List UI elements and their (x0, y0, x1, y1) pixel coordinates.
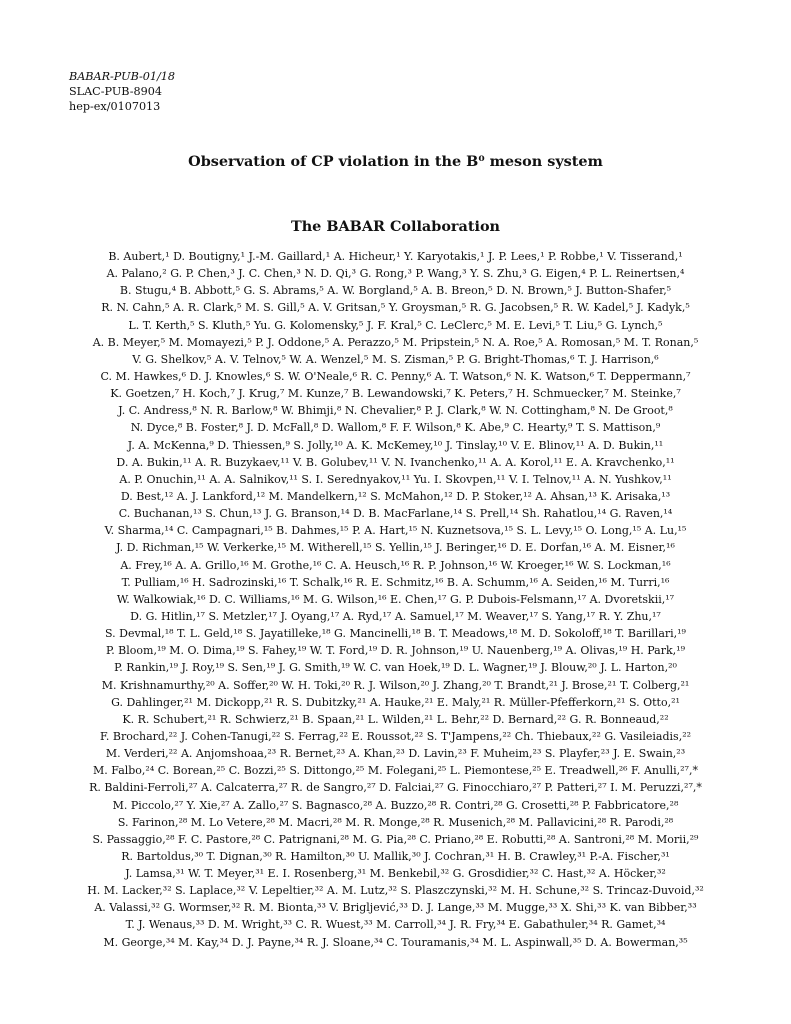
paper-title: Observation of CP violation in the B⁰ meson system (188, 153, 603, 170)
report-id-babar: BABAR-PUB-01/18 (69, 70, 176, 83)
author-line: S. Passaggio,²⁸ F. C. Pastore,²⁸ C. Patrignani,²⁸ M. G. Pia,²⁸ C. Priano,²⁸ E. Robutti,²⁸ A. Santroni,²⁸ M. Morii,²⁹ (92, 832, 699, 846)
author-line: A. Valassi,³² G. Wormser,³² R. M. Bionta,³³ V. Brigljević,³³ D. J. Lange,³³ M. Mugge,³³ X. Shi,³³ K. van Bibber,³³ (94, 901, 697, 915)
author-list (48, 248, 743, 951)
author-line: V. Sharma,¹⁴ C. Campagnari,¹⁵ B. Dahmes,¹⁵ P. A. Hart,¹⁵ N. Kuznetsova,¹⁵ S. L. Levy,¹⁵ O. Long,¹⁵ A. Lu,¹⁵ (104, 524, 687, 538)
report-id-slac: SLAC-PUB-8904 (69, 85, 162, 98)
author-line: L. T. Kerth,⁵ S. Kluth,⁵ Yu. G. Kolomensky,⁵ J. F. Kral,⁵ C. LeClerc,⁵ M. E. Levi,⁵ T. Liu,⁵ G. Lynch,⁵ (128, 318, 663, 332)
author-line: V. G. Shelkov,⁵ A. V. Telnov,⁵ W. A. Wenzel,⁵ M. S. Zisman,⁵ P. G. Bright-Thomas,⁶ T. J. Harrison,⁶ (132, 352, 659, 366)
author-line: M. Piccolo,²⁷ Y. Xie,²⁷ A. Zallo,²⁷ S. Bagnasco,²⁸ A. Buzzo,²⁸ R. Contri,²⁸ G. Crosetti,²⁸ P. Fabbricatore,²⁸ (112, 798, 679, 812)
author-line: D. Best,¹² A. J. Lankford,¹² M. Mandelkern,¹² S. McMahon,¹² D. P. Stoker,¹² A. Ahsan,¹³ K. Arisaka,¹³ (120, 489, 671, 503)
author-line: C. Buchanan,¹³ S. Chun,¹³ J. G. Branson,¹⁴ D. B. MacFarlane,¹⁴ S. Prell,¹⁴ Sh. Rahatlou,¹⁴ G. Raven,¹⁴ (118, 507, 673, 521)
author-line: J. Lamsa,³¹ W. T. Meyer,³¹ E. I. Rosenberg,³¹ M. Benkebil,³² G. Grosdidier,³² C. Hast,³² A. Höcker,³² (125, 867, 666, 881)
author-line: S. Farinon,²⁸ M. Lo Vetere,²⁸ M. Macri,²⁸ M. R. Monge,²⁸ R. Musenich,²⁸ M. Pallavicini,²⁸ R. Parodi,²⁸ (117, 815, 674, 829)
author-line: A. Frey,¹⁶ A. A. Grillo,¹⁶ M. Grothe,¹⁶ C. A. Heusch,¹⁶ R. P. Johnson,¹⁶ W. Kroeger,¹⁶ W. S. Lockman,¹⁶ (120, 558, 671, 572)
author-line: R. Baldini-Ferroli,²⁷ A. Calcaterra,²⁷ R. de Sangro,²⁷ D. Falciai,²⁷ G. Finocchiaro,²⁷ P. Patteri,²⁷ I. M. Peruzzi,²⁷,* (89, 781, 702, 795)
author-line: P. Bloom,¹⁹ M. O. Dima,¹⁹ S. Fahey,¹⁹ W. T. Ford,¹⁹ D. R. Johnson,¹⁹ U. Nauenberg,¹⁹ A. Olivas,¹⁹ H. Park,¹⁹ (106, 644, 685, 658)
author-line: N. Dyce,⁸ B. Foster,⁸ J. D. McFall,⁸ D. Wallom,⁸ F. F. Wilson,⁸ K. Abe,⁹ C. Hearty,⁹ T. S. Mattison,⁹ (130, 421, 661, 435)
author-line: A. P. Onuchin,¹¹ A. A. Salnikov,¹¹ S. I. Serednyakov,¹¹ Yu. I. Skovpen,¹¹ V. I. Telnov,¹¹ A. N. Yushkov,¹¹ (119, 472, 672, 486)
author-line: S. Devmal,¹⁸ T. L. Geld,¹⁸ S. Jayatilleke,¹⁸ G. Mancinelli,¹⁸ B. T. Meadows,¹⁸ M. D. Sokoloff,¹⁸ T. Barillari,¹⁹ (105, 627, 686, 641)
author-line: B. Aubert,¹ D. Boutigny,¹ J.-M. Gaillard,¹ A. Hicheur,¹ Y. Karyotakis,¹ J. P. Lees,¹ P. Robbe,¹ V. Tisserand,¹ (108, 250, 683, 263)
author-line: M. Falbo,²⁴ C. Borean,²⁵ C. Bozzi,²⁵ S. Dittongo,²⁵ M. Folegani,²⁵ L. Piemontese,²⁵ E. Treadwell,²⁶ F. Anulli,²⁷,* (93, 764, 698, 778)
author-line: C. M. Hawkes,⁶ D. J. Knowles,⁶ S. W. O'Neale,⁶ R. C. Penny,⁶ A. T. Watson,⁶ N. K. Watson,⁶ T. Deppermann,⁷ (100, 369, 691, 383)
author-line: T. Pulliam,¹⁶ H. Sadrozinski,¹⁶ T. Schalk,¹⁶ R. E. Schmitz,¹⁶ B. A. Schumm,¹⁶ A. Seiden,¹⁶ M. Turri,¹⁶ (121, 575, 670, 589)
author-line: J. C. Andress,⁸ N. R. Barlow,⁸ W. Bhimji,⁸ N. Chevalier,⁸ P. J. Clark,⁸ W. N. Cottingham,⁸ N. De Groot,⁸ (118, 404, 673, 418)
author-line: G. Dahlinger,²¹ M. Dickopp,²¹ R. S. Dubitzky,²¹ A. Hauke,²¹ E. Maly,²¹ R. Müller-Pfefferkorn,²¹ S. Otto,²¹ (111, 695, 680, 709)
author-line: R. Bartoldus,³⁰ T. Dignan,³⁰ R. Hamilton,³⁰ U. Mallik,³⁰ J. Cochran,³¹ H. B. Crawley,³¹ P.-A. Fischer,³¹ (121, 849, 670, 863)
author-line: D. G. Hitlin,¹⁷ S. Metzler,¹⁷ J. Oyang,¹⁷ A. Ryd,¹⁷ A. Samuel,¹⁷ M. Weaver,¹⁷ S. Yang,¹⁷ R. Y. Zhu,¹⁷ (130, 609, 661, 623)
report-identifiers (69, 69, 175, 114)
author-line: F. Brochard,²² J. Cohen-Tanugi,²² S. Ferrag,²² E. Roussot,²² S. T'Jampens,²² Ch. Thiebaux,²² G. Vasileiadis,²² (99, 729, 692, 743)
author-line: A. Palano,² G. P. Chen,³ J. C. Chen,³ N. D. Qi,³ G. Rong,³ P. Wang,³ Y. S. Zhu,³ G. Eigen,⁴ P. L. Reinertsen,⁴ (106, 267, 685, 281)
author-line: A. B. Meyer,⁵ M. Momayezi,⁵ P. J. Oddone,⁵ A. Perazzo,⁵ M. Pripstein,⁵ N. A. Roe,⁵ A. Romosan,⁵ M. T. Ronan,⁵ (92, 335, 699, 349)
author-line: J. D. Richman,¹⁵ W. Verkerke,¹⁵ M. Witherell,¹⁵ S. Yellin,¹⁵ J. Beringer,¹⁶ D. E. Dorfan,¹⁶ A. M. Eisner,¹⁶ (116, 541, 675, 555)
author-line: M. Krishnamurthy,²⁰ A. Soffer,²⁰ W. H. Toki,²⁰ R. J. Wilson,²⁰ J. Zhang,²⁰ T. Brandt,²¹ J. Brose,²¹ T. Colberg,²¹ (101, 678, 690, 692)
author-line: K. Goetzen,⁷ H. Koch,⁷ J. Krug,⁷ M. Kunze,⁷ B. Lewandowski,⁷ K. Peters,⁷ H. Schmuecker,⁷ M. Steinke,⁷ (110, 387, 681, 401)
author-line: P. Rankin,¹⁹ J. Roy,¹⁹ S. Sen,¹⁹ J. G. Smith,¹⁹ W. C. van Hoek,¹⁹ D. L. Wagner,¹⁹ J. Blouw,²⁰ J. L. Harton,²⁰ (114, 661, 677, 675)
author-line: J. A. McKenna,⁹ D. Thiessen,⁹ S. Jolly,¹⁰ A. K. McKemey,¹⁰ J. Tinslay,¹⁰ V. E. Blinov,¹¹ A. D. Bukin,¹¹ (127, 438, 664, 452)
author-line: D. A. Bukin,¹¹ A. R. Buzykaev,¹¹ V. B. Golubev,¹¹ V. N. Ivanchenko,¹¹ A. A. Korol,¹¹ E. A. Kravchenko,¹¹ (116, 455, 675, 469)
author-line: W. Walkowiak,¹⁶ D. C. Williams,¹⁶ M. G. Wilson,¹⁶ E. Chen,¹⁷ G. P. Dubois-Felsmann,¹⁷ A. Dvoretskii,¹⁷ (116, 592, 675, 606)
report-id-arxiv: hep-ex/0107013 (69, 100, 161, 113)
author-line: M. Verderi,²² A. Anjomshoaa,²³ R. Bernet,²³ A. Khan,²³ D. Lavin,²³ F. Muheim,²³ S. Playfer,²³ J. E. Swain,²³ (105, 747, 686, 761)
author-line: R. N. Cahn,⁵ A. R. Clark,⁵ M. S. Gill,⁵ A. V. Gritsan,⁵ Y. Groysman,⁵ R. G. Jacobsen,⁵ R. W. Kadel,⁵ J. Kadyk,⁵ (101, 301, 690, 315)
author-line: T. J. Wenaus,³³ D. M. Wright,³³ C. R. Wuest,³³ M. Carroll,³⁴ J. R. Fry,³⁴ E. Gabathuler,³⁴ R. Gamet,³⁴ (125, 918, 666, 932)
author-line: H. M. Lacker,³² S. Laplace,³² V. Lepeltier,³² A. M. Lutz,³² S. Plaszczynski,³² M. H. Schune,³² S. Trincaz-Duvoid,³² (87, 884, 704, 898)
author-line: K. R. Schubert,²¹ R. Schwierz,²¹ B. Spaan,²¹ L. Wilden,²¹ L. Behr,²² D. Bernard,²² G. R. Bonneaud,²² (122, 712, 669, 726)
collaboration-name: The BABAR Collaboration (290, 218, 500, 235)
author-line: M. George,³⁴ M. Kay,³⁴ D. J. Payne,³⁴ R. J. Sloane,³⁴ C. Touramanis,³⁴ M. L. Aspinwall,³⁵ D. A. Bowerman,³⁵ (103, 935, 688, 949)
author-line: B. Stugu,⁴ B. Abbott,⁵ G. S. Abrams,⁵ A. W. Borgland,⁵ A. B. Breon,⁵ D. N. Brown,⁵ J. Button-Shafer,⁵ (119, 284, 672, 298)
